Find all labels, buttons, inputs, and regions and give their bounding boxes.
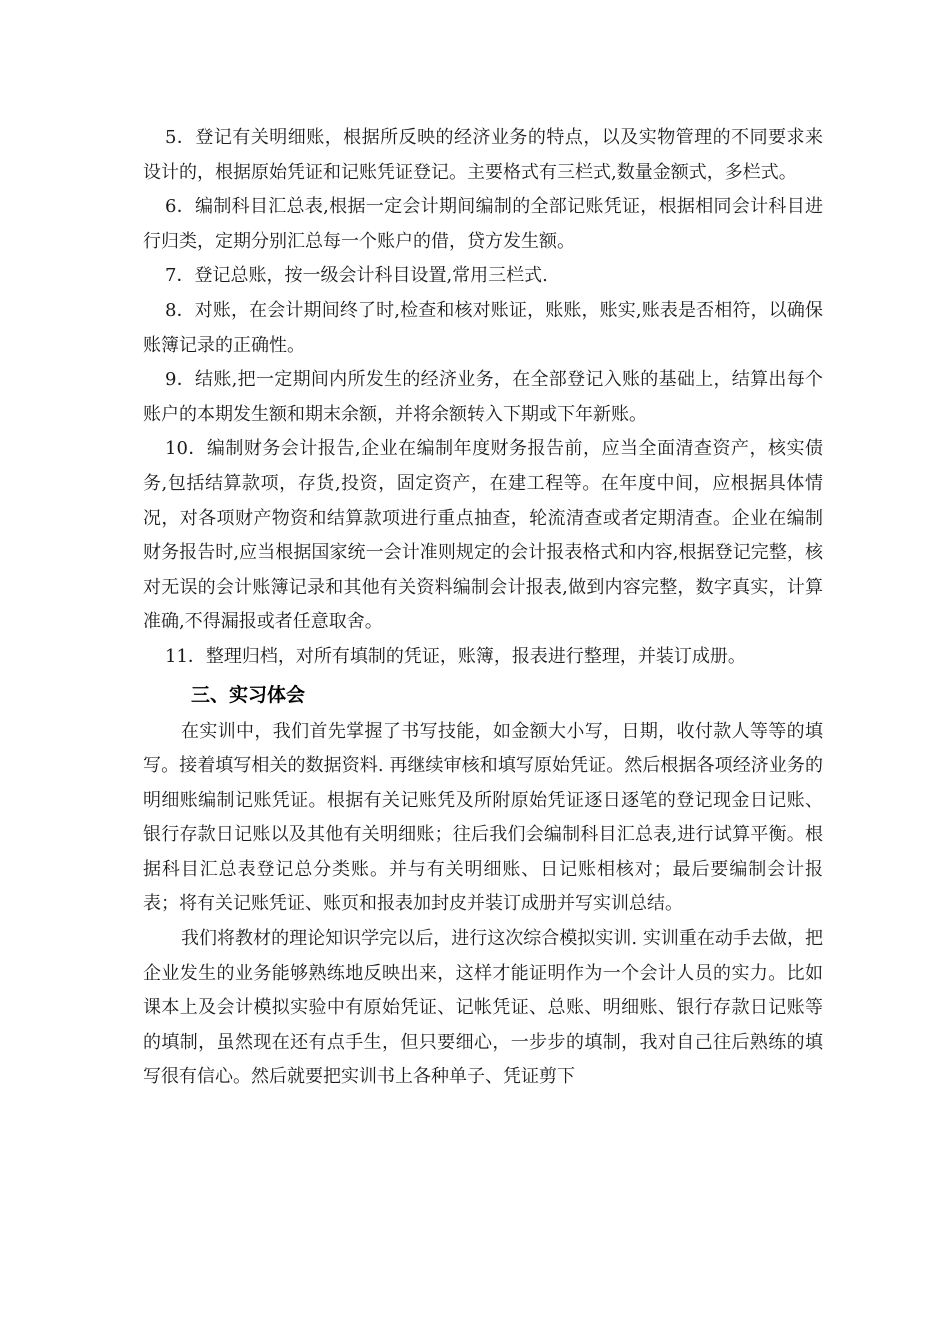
list-item-10: 10．编制财务会计报告,企业在编制年度财务报告前，应当全面清查资产，核实债务,包括结算款项，存货,投资，固定资产，在建工程等。在年度中间，应根据具体情况，对各项财产物资和结算款项进行重点抽查，轮流清查或者定期清查。企业在编制财务报告时,应当根据国家统一会计准则规定的会计报表格式和内容,根据登记完整，核对无误的会计账簿记录和其他有关资料编制会计报表,做到内容完整，数字真实，计算准确,不得漏报或者任意取舍。 [143,438,823,633]
list-item-5: 5．登记有关明细账，根据所反映的经济业务的特点，以及实物管理的不同要求来设计的，根据原始凭证和记账凭证登记。主要格式有三栏式,数量金额式，多栏式。 [143,127,823,183]
body-paragraph-2: 我们将教材的理论知识学完以后，进行这次综合模拟实训. 实训重在动手去做，把企业发生的业务能够熟练地反映出来，这样才能证明作为一个会计人员的实力。比如课本上及会计模拟实验中有原始凭证、记帐凭证、总账、明细账、银行存款日记账等的填制，虽然现在还有点手生，但只要细心，一步步的填制，我对自己往后熟练的填写很有信心。然后就要把实训书上各种单子、凭证剪下 [143,928,823,1088]
document-content [143,121,823,1095]
list-item-11: 11．整理归档，对所有填制的凭证，账簿，报表进行整理，并装订成册。 [165,645,746,667]
list-item-6: 6．编制科目汇总表,根据一定会计期间编制的全部记账凭证，根据相同会计科目进行归类，定期分别汇总每一个账户的借，贷方发生额。 [143,196,823,252]
list-item-8: 8．对账，在会计期间终了时,检查和核对账证，账账，账实,账表是否相符，以确保账簿记录的正确性。 [143,299,823,356]
list-item-9: 9．结账,把一定期间内所发生的经济业务，在全部登记入账的基础上，结算出每个账户的本期发生额和期末余额，并将余额转入下期或下年新账。 [143,369,823,425]
body-paragraph-1: 在实训中，我们首先掌握了书写技能，如金额大小写，日期，收付款人等等的填写。接着填写相关的数据资料. 再继续审核和填写原始凭证。然后根据各项经济业务的明细账编制记账凭证。根据有关记账凭及所附原始凭证逐日逐笔的登记现金日记账、银行存款日记账以及其他有关明细账；往后我们会编制科目汇总表,进行试算平衡。根据科目汇总表登记总分类账。并与有关明细账、日记账相核对；最后要编制会计报表；将有关记账凭证、账页和报表加封皮并装订成册并写实训总结。 [143,720,823,915]
list-item-7: 7．登记总账，按一级会计科目设置,常用三栏式. [165,265,548,287]
section-heading: 三、实习体会 [191,683,306,706]
